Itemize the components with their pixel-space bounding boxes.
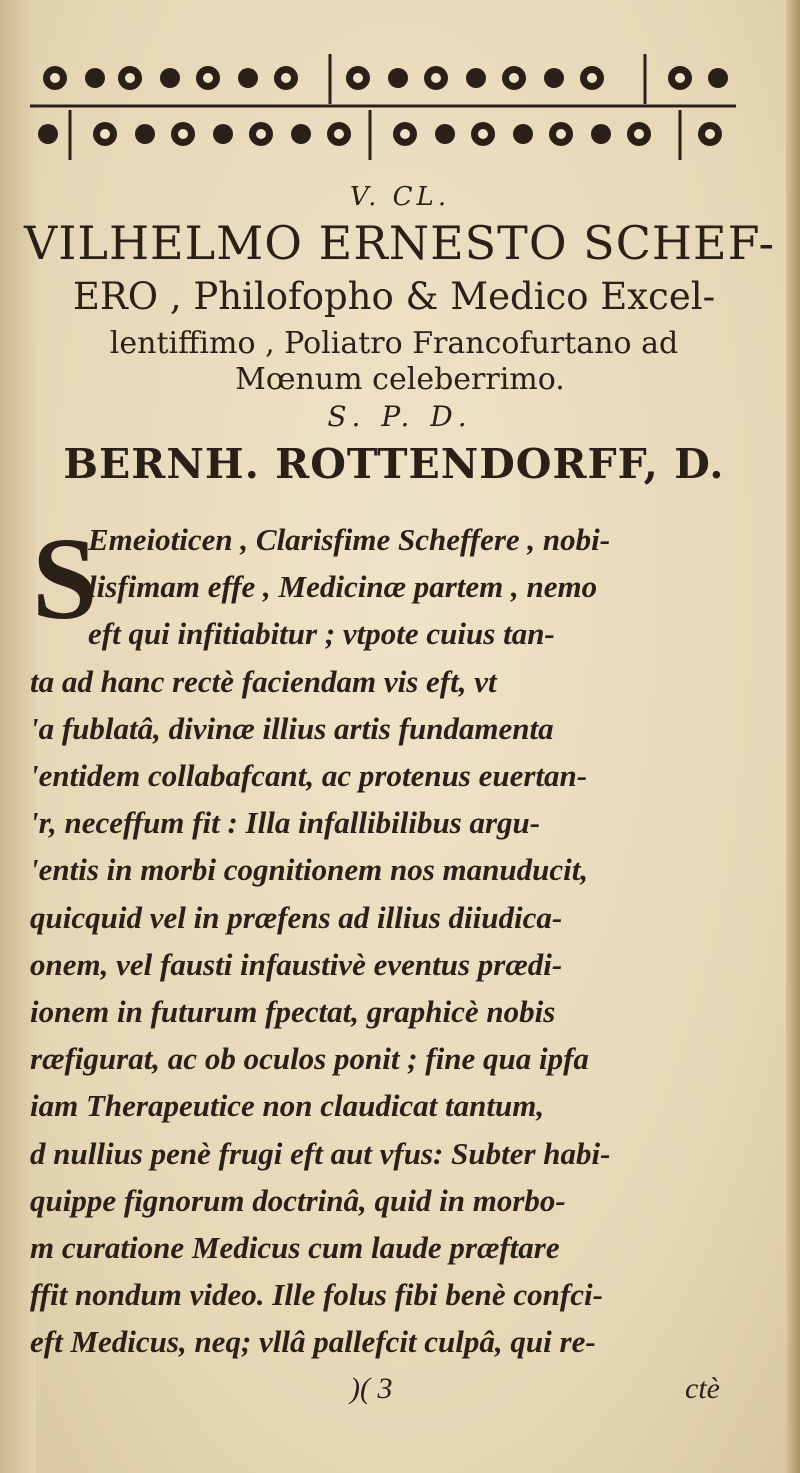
dedication-line-2: ERO , Philofopho & Medico Excel- [72,275,716,318]
body-line: quicquid vel in præfens ad illius diiudica- [30,899,563,935]
body-line: onem, vel fausti infaustivè eventus prædi- [30,946,563,982]
salutation: S. P. D. [327,400,473,433]
body-line: ffit nondum video. Ille folus fibi benè confci- [30,1277,603,1313]
printers-ornament-band [30,52,736,164]
catchword: ctè [685,1372,720,1405]
body-line: eft Medicus, neq; vllâ pallefcit culpâ, qui re- [30,1324,596,1360]
signature-mark: )( 3 [350,1372,393,1405]
body-line: 'entidem collabafcant, ac protenus euertan- [30,758,588,793]
body-line: ta ad hanc rectè faciendam vis eft, vt [30,663,497,699]
body-line: 'r, neceffum fit : Illa infallibilibus argu- [30,805,541,841]
body-line: 'a fublatâ, divinæ illius artis fundamenta [30,710,554,746]
body-line: ionem in futurum fpectat, graphicè nobis [30,994,556,1029]
dedication-line-1: VILHELMO ERNESTO SCHEF- [24,216,775,270]
dedication-line-3: lentiffimo , Poliatro Francofurtano ad [109,326,679,361]
drop-cap: S [32,513,98,644]
dedication-line-4: Mœnum celeberrimo. [235,362,565,397]
body-line: d nullius penè frugi eft aut vfus: Subter habi- [30,1135,611,1171]
body-line: m curatione Medicus cum laude præftare [30,1230,560,1265]
body-line: ræfigurat, ac ob oculos ponit ; fine qua ipfa [30,1041,589,1077]
body-line: eft qui infitiabitur ; vtpote cuius tan- [88,616,555,652]
body-line: quippe fignorum doctrinâ, quid in morbo- [30,1182,566,1218]
body-line: Emeioticen , Clarisfime Scheffere , nobi- [88,522,611,557]
body-line: iam Therapeutice non claudicat tantum, [30,1088,545,1124]
body-line: 'entis in morbi cognitionem nos manuducit, [30,852,589,888]
body-line: lisfimam effe , Medicinæ partem , nemo [88,569,598,605]
signature-heading: V. CL. [349,182,451,212]
author-line: BERNH. ROTTENDORFF, D. [63,440,725,488]
page-edge [786,0,800,1473]
